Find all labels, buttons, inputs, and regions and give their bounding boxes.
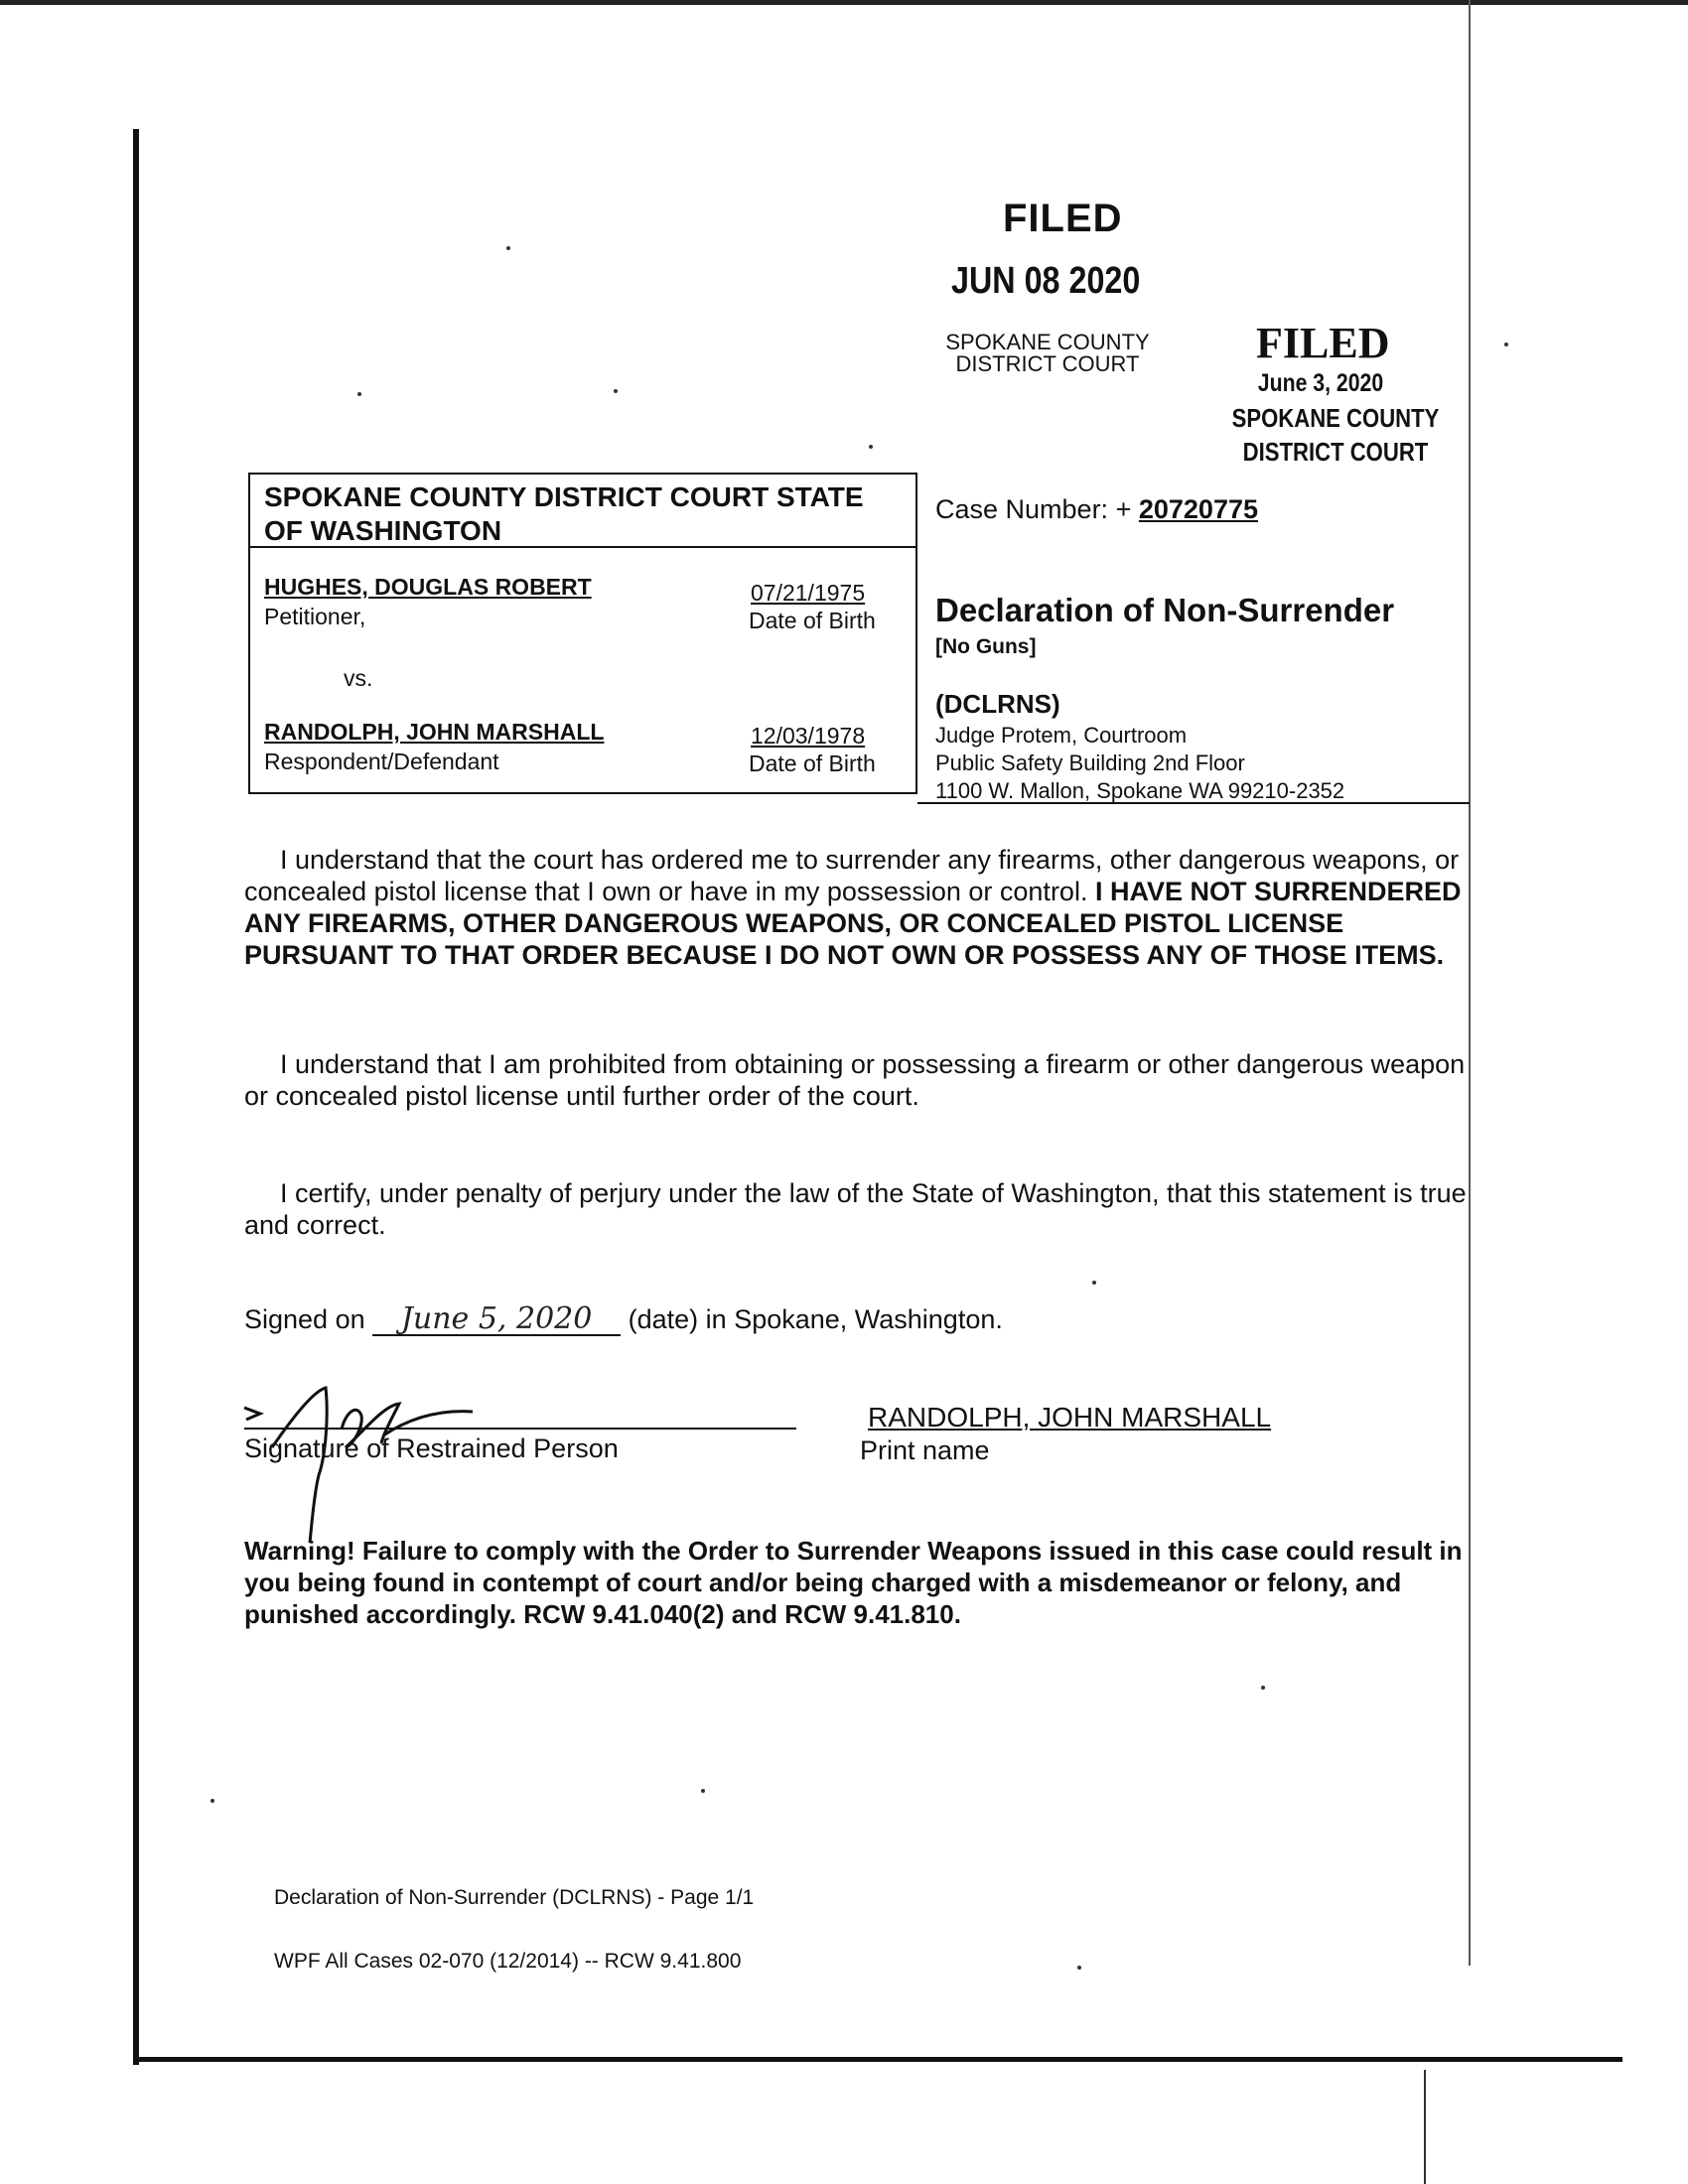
second-stamp-court-line2: DISTRICT COURT xyxy=(1242,437,1429,467)
paragraph-surrender-bold: I HAVE NOT SURRENDERED ANY FIREARMS, OTHER DANGEROUS WEAPONS, OR CONCEALED PISTOL LICENSE PURSUANT TO THAT ORDER BECAUSE I DO NOT OWN OR POSSESS ANY OF THOSE ITEMS. xyxy=(244,877,1462,970)
signature-label: Signature of Restrained Person xyxy=(244,1433,619,1463)
respondent-role: Respondent/Defendant xyxy=(264,749,499,774)
document-title: Declaration of Non-Surrender xyxy=(935,592,1395,628)
scan-edge-left xyxy=(133,129,139,2065)
scan-speck xyxy=(1504,342,1508,346)
paragraph-prohibition-text: I understand that I am prohibited from obtaining or possessing a firearm or other dangerous weapon or concealed pistol license until further order of the court. xyxy=(244,1049,1466,1111)
scan-speck xyxy=(1092,1281,1096,1285)
scan-speck xyxy=(869,445,873,449)
filed-stamp-court xyxy=(928,332,1167,375)
scan-speck xyxy=(1077,1966,1081,1970)
footer-form-reference: WPF All Cases 02-070 (12/2014) -- RCW 9.41.800 xyxy=(274,1950,742,1973)
signed-place-label: (date) in Spokane, Washington. xyxy=(628,1304,1003,1334)
paragraph-prohibition xyxy=(244,1048,1485,1112)
paragraph-surrender xyxy=(244,844,1485,971)
respondent-dob: 12/03/1978 xyxy=(751,723,866,749)
scan-speck xyxy=(701,1789,705,1793)
paragraph-certification-text: I certify, under penalty of perjury under the law of the State of Washington, that this statement is true and correct. xyxy=(244,1178,1467,1240)
petitioner-dob-label: Date of Birth xyxy=(749,608,876,633)
signed-on-label: Signed on xyxy=(244,1304,365,1334)
scan-edge-top xyxy=(0,0,1688,5)
second-filed-stamp-title: FILED xyxy=(1256,319,1390,367)
filed-stamp-title: FILED xyxy=(1003,197,1123,240)
respondent-dob-label: Date of Birth xyxy=(749,751,876,776)
versus-label: vs. xyxy=(344,665,373,691)
scan-speck xyxy=(211,1799,214,1803)
case-number-label: Case Number: + xyxy=(935,494,1132,524)
respondent-name: RANDOLPH, JOHN MARSHALL xyxy=(264,719,605,745)
scan-speck xyxy=(1261,1686,1265,1690)
signature-line xyxy=(244,1428,796,1430)
scan-edge-bottom xyxy=(133,2057,1622,2062)
scan-speck xyxy=(614,389,618,393)
scan-edge-right xyxy=(1469,0,1471,1966)
court-title: SPOKANE COUNTY DISTRICT COURT STATE OF WASHINGTON xyxy=(264,481,864,546)
filed-stamp-court-line1: SPOKANE COUNTY xyxy=(945,330,1150,354)
handwritten-signature xyxy=(234,1386,532,1545)
paragraph-certification xyxy=(244,1177,1485,1241)
print-name-label: Print name xyxy=(860,1435,990,1465)
scan-edge-right-lower xyxy=(1424,2070,1426,2184)
courtroom-line: Judge Protem, Courtroom xyxy=(935,723,1188,748)
street-address-line: 1100 W. Mallon, Spokane WA 99210-2352 xyxy=(935,778,1345,803)
filed-stamp-court-line2: DISTRICT COURT xyxy=(955,351,1140,376)
signed-on-row xyxy=(244,1301,1003,1336)
petitioner-name: HUGHES, DOUGLAS ROBERT xyxy=(264,574,592,600)
second-filed-stamp-court xyxy=(1230,401,1442,469)
warning-notice: Warning! Failure to comply with the Order to Surrender Weapons issued in this case could result in you being found in contempt of court and/or being charged with a misdemeanor or felony, and punished accordingly. RCW 9.41.040(2) and RCW 9.41.810. xyxy=(244,1536,1463,1629)
document-code: (DCLRNS) xyxy=(935,689,1060,719)
footer-form-title: Declaration of Non-Surrender (DCLRNS) - Page 1/1 xyxy=(274,1886,755,1909)
scan-speck xyxy=(506,246,510,250)
signed-date-handwritten: June 5, 2020 xyxy=(372,1304,621,1336)
scan-speck xyxy=(357,392,361,396)
case-number xyxy=(935,494,1258,525)
petitioner-role: Petitioner, xyxy=(264,604,366,629)
second-stamp-court-line1: SPOKANE COUNTY xyxy=(1231,403,1440,433)
petitioner-dob: 07/21/1975 xyxy=(751,580,866,606)
second-filed-stamp-date: June 3, 2020 xyxy=(1257,369,1384,397)
case-number-value: 20720775 xyxy=(1138,494,1258,524)
filed-stamp-date: JUN 08 2020 xyxy=(951,260,1141,302)
building-line: Public Safety Building 2nd Floor xyxy=(935,751,1245,775)
document-subtitle: [No Guns] xyxy=(935,635,1037,658)
print-name-value: RANDOLPH, JOHN MARSHALL xyxy=(868,1402,1272,1433)
paragraph-surrender-text: I understand that the court has ordered me to surrender any firearms, other dangerous weapons, or concealed pistol license that I own or have in my possession or control. xyxy=(244,845,1460,906)
